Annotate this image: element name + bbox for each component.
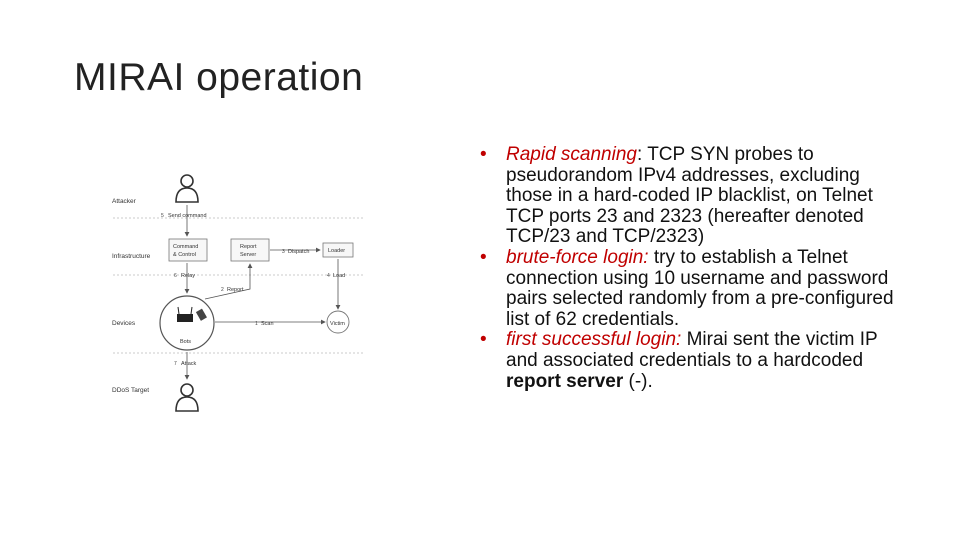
bullet-text: Mirai sent the victim IP and associated credentials to a hardcoded <box>506 329 878 371</box>
bullet-text: try to establish a Telnet connection using 10 username and password pairs selected randomly from a pre-configured list of 62 credentials. <box>506 246 894 330</box>
bullet-colon: : <box>636 144 643 165</box>
bullet-term: brute-force login: <box>506 246 649 268</box>
step-label-attack: Attack <box>181 361 197 367</box>
bullet-list <box>480 145 900 392</box>
row-label-devices: Devices <box>112 320 136 327</box>
bullet-first-successful-login <box>480 330 900 392</box>
cnc-label-line2: & Control <box>173 252 196 258</box>
bullet-dot-icon: • <box>480 144 487 165</box>
bullet-term: Rapid scanning <box>506 144 637 165</box>
page-title: MIRAI operation <box>74 56 364 99</box>
step-label-relay: Relay <box>181 273 196 279</box>
step-number-attack: 7 <box>174 361 177 367</box>
cnc-label-line1: Command <box>173 244 199 250</box>
row-label-infrastructure: Infrastructure <box>112 253 151 260</box>
mirai-operation-diagram <box>105 165 370 425</box>
loader-node <box>323 243 353 257</box>
bullet-tail-text: (-). <box>623 370 653 392</box>
step-label-send-command: Send command <box>168 213 207 219</box>
step-number-load: 4 <box>327 273 330 279</box>
report-label-line2: Server <box>240 252 257 258</box>
step-number-report: 2 <box>221 287 224 293</box>
step-label-report: Report <box>227 287 244 293</box>
victim-node <box>327 311 349 333</box>
step-number-scan: 1 <box>255 321 258 327</box>
report-arrow <box>205 264 250 299</box>
victim-label: Victim <box>330 321 345 327</box>
bullet-text: TCP SYN probes to pseudorandom IPv4 addresses, excluding those in a hard-coded IP blacklist, on Telnet TCP ports 23 and 2323 (hereafter denoted TCP/23 and TCP/2323) <box>506 144 873 248</box>
step-label-scan: Scan <box>261 321 274 327</box>
step-label-dispatch: Dispatch <box>288 249 310 255</box>
report-server-node <box>231 239 269 261</box>
bullet-bold-text: report server <box>506 370 624 392</box>
report-label-line1: Report <box>240 244 257 250</box>
step-number-relay: 6 <box>174 273 177 279</box>
command-and-control-node <box>169 239 207 261</box>
bots-node <box>160 296 214 350</box>
diagram-svg <box>105 165 370 425</box>
bullet-dot-icon: • <box>480 329 487 351</box>
bullet-rapid-scanning <box>480 145 900 248</box>
bots-label: Bots <box>180 339 192 345</box>
attacker-person-icon <box>176 175 198 202</box>
router-icon <box>177 314 193 322</box>
row-label-ddos-target: DDoS Target <box>112 387 150 394</box>
row-label-attacker: Attacker <box>112 198 136 205</box>
step-number-send-command: 5 <box>161 213 164 219</box>
bullet-term: first successful login: <box>506 329 682 351</box>
bullet-brute-force-login <box>480 248 900 330</box>
bullet-dot-icon: • <box>480 246 487 268</box>
target-person-icon <box>176 384 198 411</box>
loader-label: Loader <box>328 248 346 254</box>
step-number-dispatch: 3 <box>282 249 285 255</box>
step-label-load: Load <box>333 273 346 279</box>
